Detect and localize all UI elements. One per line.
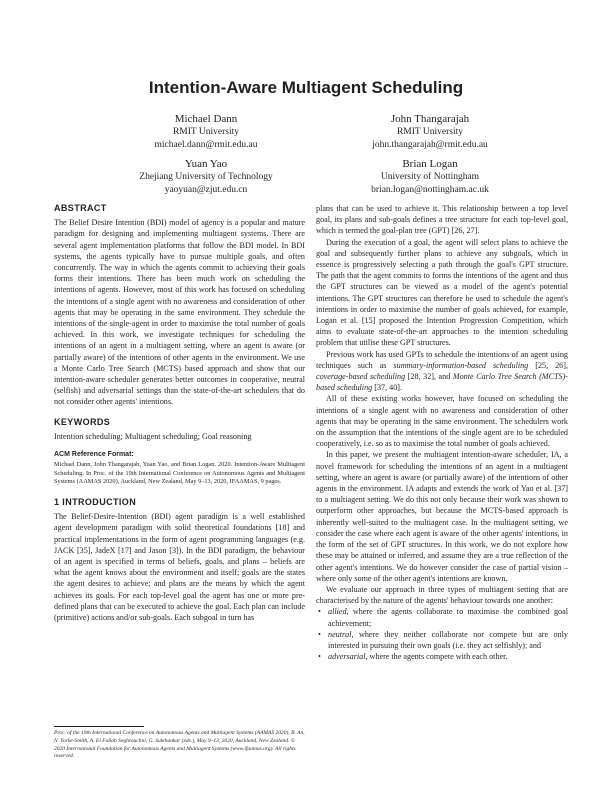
settings-list <box>316 606 568 662</box>
author-email: brian.logan@nottingham.ac.uk <box>371 185 489 195</box>
author-email: john.thangarajah@rmit.edu.au <box>372 140 488 150</box>
author-affiliation: RMIT University <box>396 127 464 137</box>
introduction-heading: 1 INTRODUCTION <box>54 497 137 508</box>
paper-title: Intention-Aware Multiagent Scheduling <box>148 78 464 97</box>
paragraph-related-work <box>316 349 568 394</box>
author-affiliation: Zhejiang University of Technology <box>139 172 273 182</box>
list-item <box>318 651 568 662</box>
author-block <box>315 157 545 197</box>
text-span: [25, 26], <box>528 360 568 370</box>
footnote-text: Proc. of the 19th International Conference on Autonomous Agents and Multiagent Systems (AAMAS 2020), B. An, N. Yorke-Smith, A. El Fallah Seghrouchni, G. Sukthankar (eds.), May 9–13, 2020, Auckland, New Zealand. © 2020 International Foundation for Autonomous Agents and Multiagent Systems (www.ifaamas.org). All rights reserved. <box>54 730 305 760</box>
author-block <box>91 157 321 197</box>
abstract-heading: ABSTRACT <box>54 203 107 213</box>
footnote-block <box>54 726 305 761</box>
author-name: Yuan Yao <box>184 158 228 170</box>
author-block <box>91 112 321 152</box>
list-text: , where the agents compete with each other. <box>365 652 508 662</box>
paragraph: All of these existing works however, have focused on scheduling the intentions of a single agent with no awareness and consideration of other agents that may be operating in the same environment. The schedulers work on the assumption that the intentions of the single agent are to be scheduled cooperatively, i.e. so as to maximise the total number of goals achieved. <box>316 394 568 449</box>
author-name: John Thangarajah <box>390 113 470 125</box>
introduction-paragraph: The Belief-Desire-Intention (BDI) agent paradigm is a well established agent development paradigm with solid theoretical foundations [18] and practical implementations in the form of agent programming languages (e.g. JACK [35], JadeX [17] and Jason [3]). In the BDI paradigm, the behaviour of an agent is specified in terms of beliefs, goals, and plans – beliefs are what the agent knows about the environment and itself; goals are the states the agent desires to achieve; and plans are the means by which the agent achieves its goals. For each top-level goal the agent has one or more pre-defined plans that can be executed to achieve the goal. Each plan can include (primitive) actions and/or sub-goals. Each subgoal in turn has <box>54 512 305 623</box>
footnote-rule <box>54 726 144 727</box>
bullet-icon: • <box>318 652 321 662</box>
list-term: neutral <box>328 629 352 639</box>
keywords-text: Intention scheduling; Multiagent scheduling; Goal reasoning <box>54 431 252 441</box>
author-name: Brian Logan <box>402 158 458 170</box>
list-item <box>318 606 568 628</box>
text-span: [37, 40]. <box>372 383 402 393</box>
author-affiliation: University of Nottingham <box>380 172 480 182</box>
list-term: adversarial <box>328 652 366 662</box>
list-item <box>318 629 568 651</box>
emphasis-text: summary-information-based scheduling <box>393 360 529 370</box>
text-span: Previous work has used GPTs to schedule the intentions of an agent using techniques such as <box>316 349 568 370</box>
bullet-icon: • <box>318 629 321 639</box>
author-email: yaoyuan@zjut.edu.cn <box>164 185 248 195</box>
emphasis-text: Monte Carlo Tree Search (MCTS)-based scheduling <box>316 372 568 393</box>
list-term: allied <box>328 607 347 617</box>
text-span: [28, 32], and <box>405 372 453 382</box>
author-affiliation: RMIT University <box>172 127 240 137</box>
author-block <box>315 112 545 152</box>
emphasis-text: coverage-based scheduling <box>316 372 406 382</box>
right-column <box>316 203 568 662</box>
paragraph: In this paper, we present the multiagent intention-aware scheduler, IA, a novel framework for scheduling the intentions of an agent in a multiagent setting, where an agent is aware (or partially aware) of the intentions of other agents in the environment. IA adapts and extends the work of Yao et al. [37] to a multiagent setting. We do this not only because their work was shown to outperform other approaches, but because the MCTS-based approach is inherently well-suited to the multiagent case. In the multiagent setting, we consider the case where each agent is aware of the other agents' intentions, in the form of the set of GPT structures. In this work, we do not explore how these may be attained or inferred, and assume they are a true reflection of the other agent's intentions. We do however consider the case of partial vision – where only some of the other agent's intentions are known. <box>316 450 568 583</box>
abstract-text: The Belief Desire Intention (BDI) model of agency is a popular and mature paradigm for designing and implementing multiagent systems. There are several agent implementation platforms that follow the BDI model. In BDI systems, the agents typically have to pursue multiple goals, and often concurrently. The way in which the agents commit to achieving their goals forms their intentions. There has been much work on scheduling the intentions of agents. However, most of this work has focused on scheduling the intentions of a single agent with no awareness and consideration of other agents that may be operating in the same environment. They schedule the intentions of the single-agent in order to maximise the total number of goals achieved. In this work, we investigate techniques for scheduling the intentions of an agent in a multiagent setting, where an agent is aware (or partially aware) of the intentions of other agents in the environment. We use a Monte Carlo Tree Search (MCTS) based approach and show that our intention-aware scheduler generates better outcomes in cooperative, neutral (selfish) and adversarial settings than the state-of-the-art schedulers that do not consider other agents' intentions. <box>54 218 305 407</box>
paragraph: During the execution of a goal, the agent will select plans to achieve the goal and subsequently further plans to achieve any subgoals, which in essence is progressively selecting a path through the goal's GPT structure. The path that the agent commits to forms the intentions of the agent and thus the GPT structures can be viewed as a model of the agent's potential intentions. The GPT structures can therefore be used to schedule the agent's intentions in order to maximise the number of goals achieved, for example, Logan et al. [15] proposed the Intention Progression Competition, which aims to evaluate state-of-the-art approaches to the intention scheduling problem that utilise these GPT structures. <box>316 237 568 348</box>
bullet-icon: • <box>318 607 321 617</box>
paragraph: We evaluate our approach in three types of multiagent setting that are characterised by the nature of the agents' behaviour towards one another: <box>316 584 568 606</box>
author-name: Michael Dann <box>174 113 238 125</box>
list-text: , where they neither collaborate nor compete but are only interested in pursuing their own goals (i.e. they act selfishly); and <box>328 629 568 650</box>
keywords-heading: KEYWORDS <box>54 416 111 427</box>
paragraph: plans that can be used to achieve it. This relationship between a top level goal, its plans and sub-goals defines a tree structure for each top-level goal, which is termed the goal-plan tree (GPT) [26, 27]. <box>316 204 568 236</box>
author-email: michael.dann@rmit.edu.au <box>154 140 258 150</box>
acm-reference-text: Michael Dann, John Thangarajah, Yuan Yao, and Brian Logan. 2020. Intention-Aware Multiagent Scheduling. In Proc. of the 19th International Conference on Autonomous Agents and Multiagent Systems (AAMAS 2020), Auckland, New Zealand, May 9–13, 2020, IFAAMAS, 9 pages. <box>54 461 305 486</box>
list-text: , where the agents collaborate to maximise the combined goal achievement; <box>328 607 568 628</box>
left-column <box>54 203 305 623</box>
acm-reference-heading: ACM Reference Format: <box>54 451 134 459</box>
